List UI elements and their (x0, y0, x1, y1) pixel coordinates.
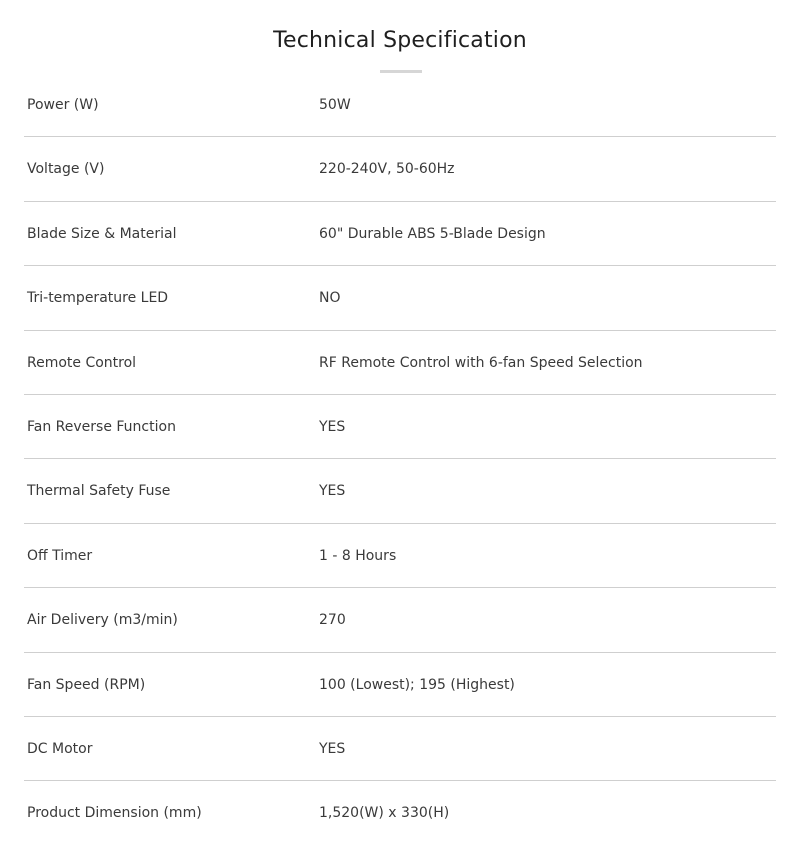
spec-label: DC Motor (27, 740, 93, 757)
spec-value: YES (319, 740, 346, 757)
spec-row-voltage (24, 137, 776, 201)
spec-value: RF Remote Control with 6-fan Speed Selection (319, 354, 643, 371)
spec-value: 50W (319, 97, 351, 113)
spec-label: Voltage (V) (27, 161, 105, 178)
spec-row-blade-size (24, 202, 776, 266)
spec-row-off-timer (24, 524, 776, 588)
spec-value: YES (319, 483, 346, 500)
spec-label: Power (W) (27, 97, 99, 113)
spec-label: Fan Speed (RPM) (27, 676, 146, 693)
spec-row-dimension (24, 781, 776, 845)
spec-row-thermal-fuse (24, 459, 776, 523)
spec-value: NO (319, 290, 341, 307)
spec-label: Off Timer (27, 547, 93, 564)
spec-row-fan-speed (24, 653, 776, 717)
spec-row-power (24, 73, 776, 137)
spec-row-led (24, 266, 776, 330)
page-title: Technical Specification (273, 28, 527, 53)
spec-label: Fan Reverse Function (27, 418, 176, 435)
spec-label: Remote Control (27, 354, 137, 371)
spec-value: 1,520(W) x 330(H) (319, 805, 450, 822)
spec-table (24, 73, 776, 846)
spec-row-air-delivery (24, 588, 776, 652)
spec-label: Product Dimension (mm) (27, 805, 202, 822)
spec-label: Air Delivery (m3/min) (27, 612, 178, 629)
spec-value: 1 - 8 Hours (319, 547, 397, 564)
spec-value: 60" Durable ABS 5-Blade Design (319, 225, 546, 242)
spec-header (0, 0, 800, 73)
spec-value: YES (319, 418, 346, 435)
spec-label: Tri-temperature LED (27, 290, 169, 307)
spec-value: 100 (Lowest); 195 (Highest) (319, 676, 515, 693)
spec-value: 220-240V, 50-60Hz (319, 161, 455, 178)
spec-row-dc-motor (24, 717, 776, 781)
spec-label: Blade Size & Material (27, 225, 177, 242)
spec-row-remote-control (24, 331, 776, 395)
spec-row-fan-reverse (24, 395, 776, 459)
spec-label: Thermal Safety Fuse (27, 483, 171, 500)
spec-value: 270 (319, 612, 346, 629)
